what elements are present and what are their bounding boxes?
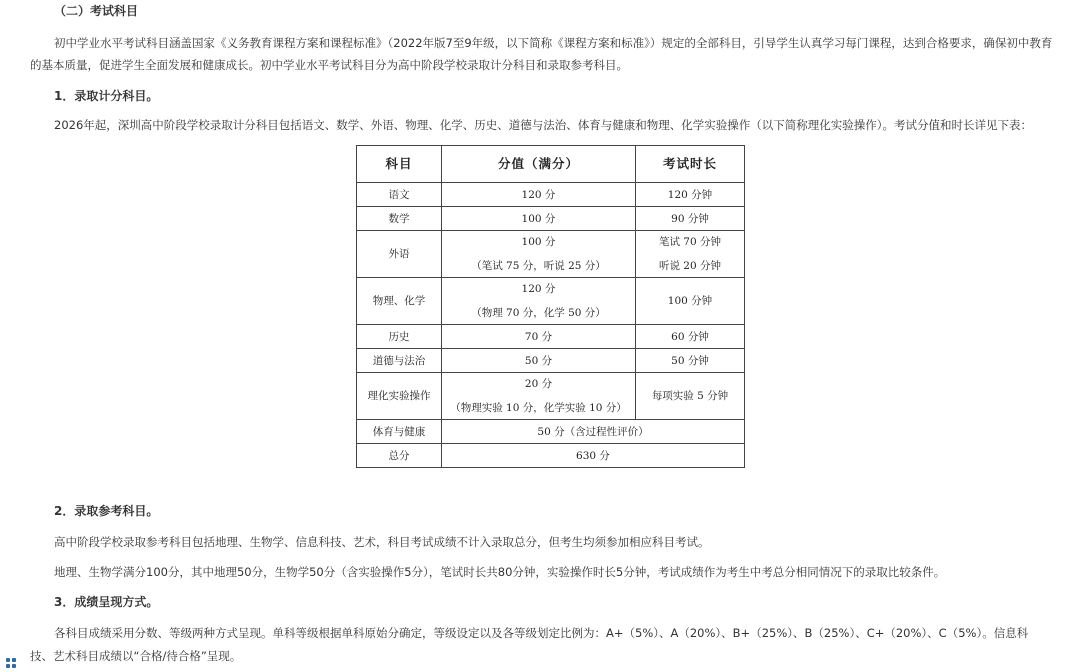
cell-score-note: （笔试 75 分，听说 25 分） — [471, 260, 606, 272]
part2-text-1: 高中阶段学校录取参考科目包括地理、生物学、信息科技、艺术，科目考试成绩不计入录取总分，但考生均须参加相应科目考试。 — [54, 535, 710, 549]
cell-subject: 数学 — [357, 207, 442, 231]
table-row — [357, 231, 745, 278]
grid-icon[interactable] — [6, 658, 16, 668]
cell-score-main: 100 分 — [521, 236, 556, 248]
intro-line-2: 的基本质量，促进学生全面发展和健康成长。初中学业水平考试科目分为高中阶段学校录取计分科目和录取参考科目。 — [30, 58, 628, 72]
table-row — [357, 420, 745, 444]
score-table — [356, 145, 745, 468]
cell-score: 120 分 — [442, 183, 636, 207]
section-title: （二）考试科目 — [54, 4, 139, 18]
table-row — [357, 444, 745, 468]
header-duration: 考试时长 — [636, 146, 745, 183]
cell-subject: 道德与法治 — [357, 349, 442, 373]
cell-score — [442, 373, 636, 420]
part1-text: 2026年起，深圳高中阶段学校录取计分科目包括语文、数学、外语、物理、化学、历史、道德与法治、体育与健康和物理、化学实验操作（以下简称理化实验操作）。考试分值和时长详见下表： — [54, 118, 1033, 132]
part2-text-2: 地理、生物学满分100分，其中地理50分，生物学50分（含实验操作5分），笔试时长共80分钟，实验操作时长5分钟，考试成绩作为考生中考总分相同情况下的录取比较条件。 — [54, 565, 946, 579]
table-row — [357, 349, 745, 373]
header-subject: 科目 — [357, 146, 442, 183]
cell-duration: 100 分钟 — [636, 278, 745, 325]
cell-merged: 630 分 — [442, 444, 745, 468]
cell-duration: 50 分钟 — [636, 349, 745, 373]
cell-score-note: （物理实验 10 分，化学实验 10 分） — [450, 402, 627, 414]
cell-score: 50 分 — [442, 349, 636, 373]
cell-subject: 总分 — [357, 444, 442, 468]
cell-duration: 90 分钟 — [636, 207, 745, 231]
cell-subject: 理化实验操作 — [357, 373, 442, 420]
cell-subject: 语文 — [357, 183, 442, 207]
part3-line-2: 技、艺术科目成绩以“合格/待合格”呈现。 — [30, 649, 242, 663]
cell-score-note: （物理 70 分，化学 50 分） — [471, 307, 606, 319]
cell-duration: 60 分钟 — [636, 325, 745, 349]
cell-subject: 历史 — [357, 325, 442, 349]
cell-score — [442, 231, 636, 278]
cell-duration-note: 听说 20 分钟 — [658, 260, 722, 272]
part2-heading: 2．录取参考科目。 — [54, 504, 159, 518]
table-row — [357, 183, 745, 207]
cell-duration-main: 笔试 70 分钟 — [658, 236, 722, 248]
cell-score: 100 分 — [442, 207, 636, 231]
part1-heading: 1．录取计分科目。 — [54, 89, 159, 103]
part3-line-1: 各科目成绩采用分数、等级两种方式呈现。单科等级根据单科原始分确定，等级设定以及各等级划定比例为：A+（5%）、A（20%）、B+（25%）、B（25%）、C+（20%）、C（5%）。信息科 — [54, 626, 1029, 640]
table-row — [357, 278, 745, 325]
cell-score-main: 20 分 — [524, 378, 553, 390]
table-header-row — [357, 146, 745, 183]
table-row — [357, 373, 745, 420]
part3-heading: 3．成绩呈现方式。 — [54, 595, 159, 609]
cell-score: 70 分 — [442, 325, 636, 349]
cell-merged: 50 分（含过程性评价） — [442, 420, 745, 444]
header-score: 分值（满分） — [442, 146, 636, 183]
intro-line-1: 初中学业水平考试科目涵盖国家《义务教育课程方案和课程标准》（2022年版7至9年级，以下简称《课程方案和标准》）规定的全部科目，引导学生认真学习每门课程，达到合格要求，确保初中教育 — [54, 36, 1053, 50]
cell-duration: 120 分钟 — [636, 183, 745, 207]
cell-score-main: 120 分 — [521, 283, 556, 295]
cell-duration: 每项实验 5 分钟 — [636, 373, 745, 420]
cell-subject: 外语 — [357, 231, 442, 278]
cell-score — [442, 278, 636, 325]
cell-subject: 物理、化学 — [357, 278, 442, 325]
cell-subject: 体育与健康 — [357, 420, 442, 444]
table-row — [357, 207, 745, 231]
table-row — [357, 325, 745, 349]
cell-duration — [636, 231, 745, 278]
